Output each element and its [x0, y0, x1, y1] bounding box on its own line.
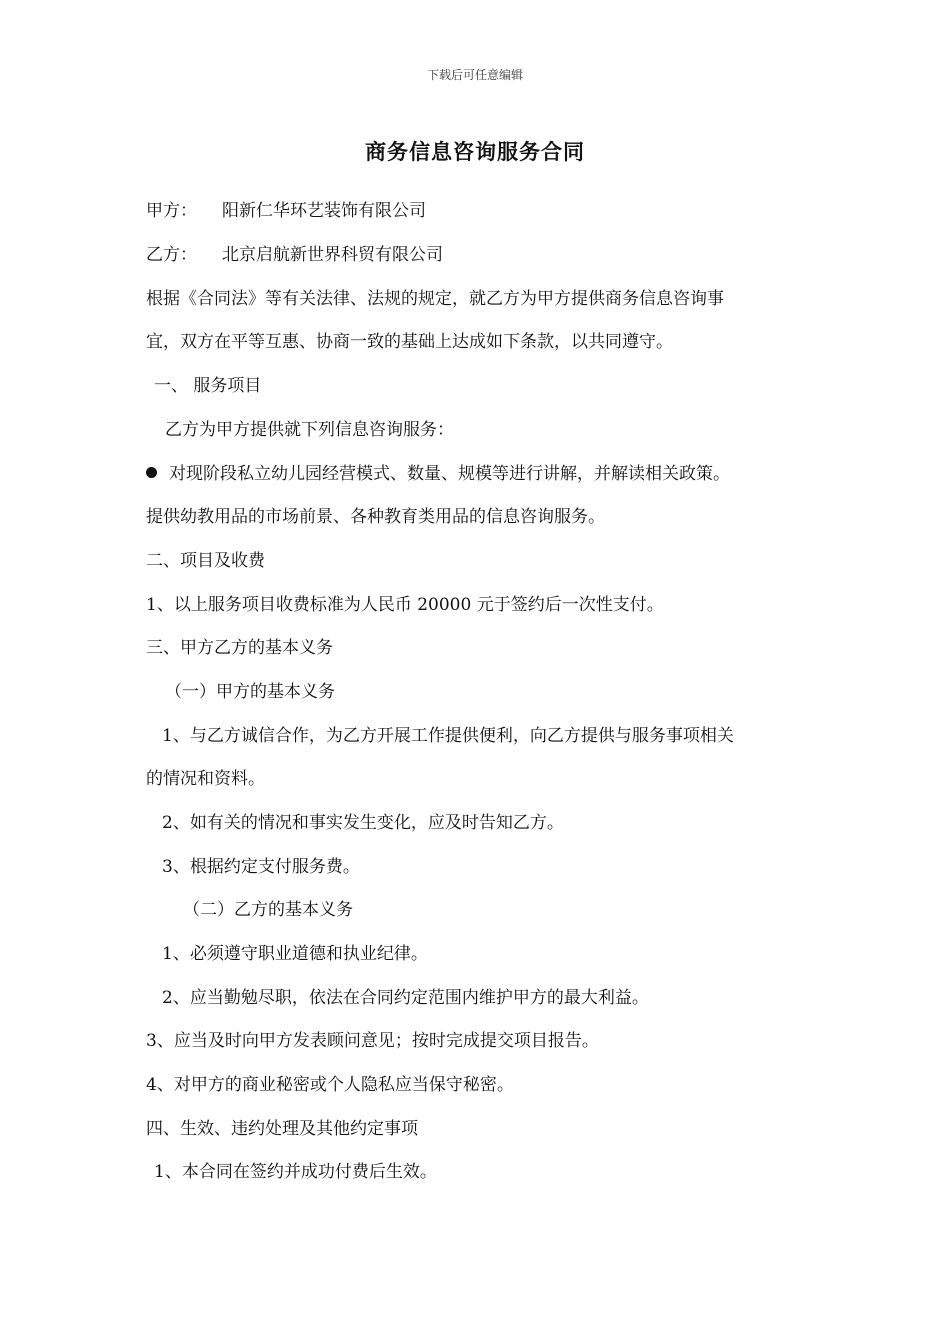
section3-b-item2: 2、应当勤勉尽职，依法在合同约定范围内维护甲方的最大利益。: [162, 988, 649, 1008]
section3-b-item4: 4、对甲方的商业秘密或个人隐私应当保守秘密。: [146, 1075, 514, 1095]
section3-a-item1-line1: 1、与乙方诚信合作，为乙方开展工作提供便利，向乙方提供与服务事项相关: [162, 726, 734, 746]
section3-heading: 三、甲方乙方的基本义务: [146, 638, 333, 658]
section2-item1: 1、以上服务项目收费标准为人民币 20000 元于签约后一次性支付。: [146, 595, 664, 615]
party-b-line: [146, 243, 443, 267]
section1-bullet-text: 对现阶段私立幼儿园经营模式、数量、规模等进行讲解，并解读相关政策。: [169, 464, 730, 484]
bullet-icon: [146, 467, 157, 478]
section1-bullet-item: [146, 462, 730, 486]
section3-b-item3: 3、应当及时向甲方发表顾问意见；按时完成提交项目报告。: [146, 1031, 599, 1051]
section1-heading: 一、 服务项目: [154, 376, 262, 396]
section1-line: 提供幼教用品的市场前景、各种教育类用品的信息咨询服务。: [146, 507, 605, 527]
intro-line-1: 根据《合同法》等有关法律、法规的规定，就乙方为甲方提供商务信息咨询事: [146, 289, 724, 309]
section3-b-item1: 1、必须遵守职业道德和执业纪律。: [162, 944, 428, 964]
section4-heading: 四、生效、违约处理及其他约定事项: [146, 1119, 418, 1139]
party-a-line: [146, 199, 426, 223]
section3-sub-a-heading: （一）甲方的基本义务: [165, 682, 335, 702]
party-b-label: 乙方：: [146, 245, 197, 265]
party-b-name: 北京启航新世界科贸有限公司: [222, 245, 443, 265]
section4-item1: 1、本合同在签约并成功付费后生效。: [154, 1162, 437, 1182]
intro-line-2: 宜，双方在平等互惠、协商一致的基础上达成如下条款，以共同遵守。: [146, 332, 673, 352]
section1-lead: 乙方为甲方提供就下列信息咨询服务：: [165, 420, 454, 440]
header-note: 下载后可任意编辑: [426, 68, 523, 82]
section3-a-item3: 3、根据约定支付服务费。: [162, 857, 360, 877]
section2-heading: 二、项目及收费: [146, 551, 265, 571]
party-a-name: 阳新仁华环艺装饰有限公司: [222, 201, 426, 221]
section3-a-item1-line2: 的情况和资料。: [146, 769, 265, 789]
section3-a-item2: 2、如有关的情况和事实发生变化，应及时告知乙方。: [162, 813, 564, 833]
document-title: 商务信息咨询服务合同: [365, 139, 585, 164]
party-a-label: 甲方：: [146, 201, 197, 221]
section3-sub-b-heading: （二）乙方的基本义务: [183, 900, 353, 920]
